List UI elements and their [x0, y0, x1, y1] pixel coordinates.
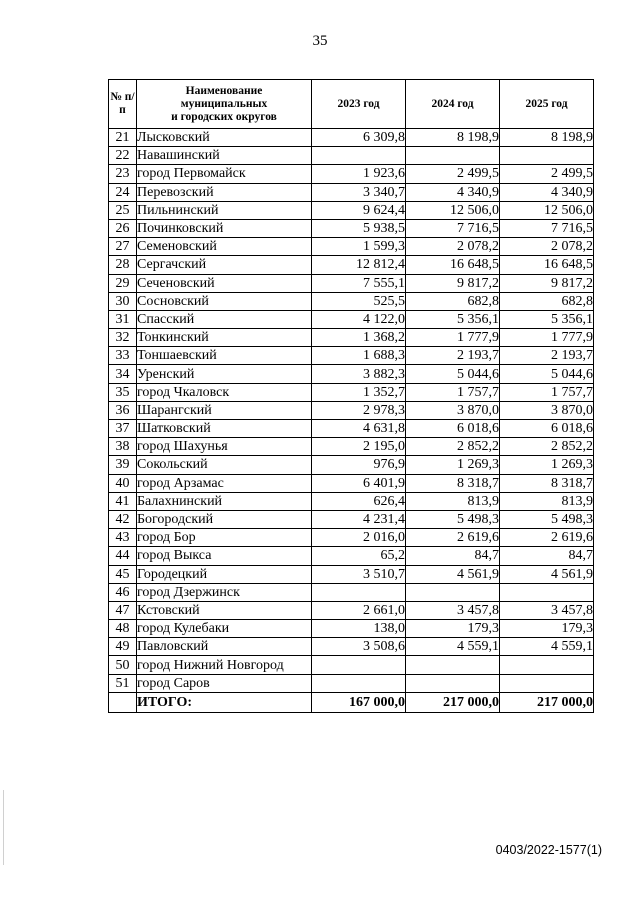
row-num: 36: [109, 401, 137, 419]
row-2024: 682,8: [406, 292, 500, 310]
document-code: 0403/2022-1577(1): [495, 843, 602, 857]
row-2024: 1 757,7: [406, 383, 500, 401]
row-2023: 65,2: [312, 547, 406, 565]
row-2025: 16 648,5: [500, 256, 594, 274]
row-num: 31: [109, 310, 137, 328]
row-2024: [406, 674, 500, 692]
table-row: [109, 238, 594, 256]
row-2025: 5 356,1: [500, 310, 594, 328]
row-2024: 5 498,3: [406, 510, 500, 528]
allocation-table: [108, 79, 594, 713]
row-2024: 3 870,0: [406, 401, 500, 419]
row-2024: 7 716,5: [406, 219, 500, 237]
row-2025: 2 193,7: [500, 347, 594, 365]
row-num: 39: [109, 456, 137, 474]
row-2025: 12 506,0: [500, 201, 594, 219]
row-num: 23: [109, 165, 137, 183]
row-2023: 6 401,9: [312, 474, 406, 492]
row-2023: 138,0: [312, 620, 406, 638]
row-2023: 3 508,6: [312, 638, 406, 656]
row-num: 22: [109, 147, 137, 165]
row-2025: 682,8: [500, 292, 594, 310]
row-2025: 4 559,1: [500, 638, 594, 656]
row-num: 38: [109, 438, 137, 456]
row-2023: 626,4: [312, 492, 406, 510]
row-2023: [312, 674, 406, 692]
row-num: 32: [109, 329, 137, 347]
row-2025: 2 852,2: [500, 438, 594, 456]
table-row: [109, 129, 594, 147]
row-2024: 16 648,5: [406, 256, 500, 274]
row-2025: 2 619,6: [500, 529, 594, 547]
table-row: [109, 383, 594, 401]
row-num: 48: [109, 620, 137, 638]
row-name: город Бор: [137, 529, 312, 547]
row-2024: 179,3: [406, 620, 500, 638]
row-2025: 3 457,8: [500, 601, 594, 619]
row-2024: 8 318,7: [406, 474, 500, 492]
header-name-line3: и городских округов: [171, 110, 277, 123]
row-2025: 8 198,9: [500, 129, 594, 147]
row-name: Сосновский: [137, 292, 312, 310]
row-2023: 5 938,5: [312, 219, 406, 237]
row-2023: 4 122,0: [312, 310, 406, 328]
table-row: [109, 347, 594, 365]
row-2025: 4 340,9: [500, 183, 594, 201]
row-num: 35: [109, 383, 137, 401]
row-name: Пильнинский: [137, 201, 312, 219]
row-2024: 9 817,2: [406, 274, 500, 292]
row-name: Городецкий: [137, 565, 312, 583]
header-2024: 2024 год: [406, 80, 500, 129]
table-row: [109, 565, 594, 583]
row-2024: 2 499,5: [406, 165, 500, 183]
table-row: [109, 601, 594, 619]
table-row: [109, 638, 594, 656]
row-2024: 2 193,7: [406, 347, 500, 365]
row-num: 44: [109, 547, 137, 565]
row-2023: 525,5: [312, 292, 406, 310]
row-2025: 9 817,2: [500, 274, 594, 292]
row-2024: 813,9: [406, 492, 500, 510]
row-name: город Чкаловск: [137, 383, 312, 401]
row-name: Шатковский: [137, 420, 312, 438]
row-name: Богородский: [137, 510, 312, 528]
row-name: Починковский: [137, 219, 312, 237]
row-2025: 2 499,5: [500, 165, 594, 183]
row-name: Лысковский: [137, 129, 312, 147]
row-name: Сокольский: [137, 456, 312, 474]
row-2023: 4 631,8: [312, 420, 406, 438]
table-row: [109, 510, 594, 528]
table-header-row: [109, 80, 594, 129]
row-name: город Выкса: [137, 547, 312, 565]
row-num: 46: [109, 583, 137, 601]
row-2024: 6 018,6: [406, 420, 500, 438]
header-2025: 2025 год: [500, 80, 594, 129]
table-row: [109, 420, 594, 438]
row-num: 29: [109, 274, 137, 292]
row-2025: 4 561,9: [500, 565, 594, 583]
page-number: 35: [312, 33, 328, 49]
table-row: [109, 456, 594, 474]
row-2024: 1 269,3: [406, 456, 500, 474]
row-name: город Дзержинск: [137, 583, 312, 601]
row-2025: 7 716,5: [500, 219, 594, 237]
row-name: Балахнинский: [137, 492, 312, 510]
row-num: 28: [109, 256, 137, 274]
row-2024: 8 198,9: [406, 129, 500, 147]
table-row: [109, 256, 594, 274]
row-num: 42: [109, 510, 137, 528]
row-num: 27: [109, 238, 137, 256]
table-row: [109, 165, 594, 183]
row-2025: [500, 674, 594, 692]
row-name: город Арзамас: [137, 474, 312, 492]
row-2024: 1 777,9: [406, 329, 500, 347]
row-2024: 2 852,2: [406, 438, 500, 456]
row-num: 21: [109, 129, 137, 147]
table-row: [109, 620, 594, 638]
header-num: № п/п: [109, 80, 137, 129]
row-name: Шарангский: [137, 401, 312, 419]
row-2023: 2 661,0: [312, 601, 406, 619]
row-name: город Кулебаки: [137, 620, 312, 638]
row-2024: 12 506,0: [406, 201, 500, 219]
header-name: [137, 80, 312, 129]
row-2024: [406, 656, 500, 674]
total-2024: 217 000,0: [406, 692, 500, 712]
row-2023: 3 510,7: [312, 565, 406, 583]
row-2023: 1 368,2: [312, 329, 406, 347]
row-num: 33: [109, 347, 137, 365]
row-num: 25: [109, 201, 137, 219]
total-row: [109, 692, 594, 712]
row-2023: 1 923,6: [312, 165, 406, 183]
row-name: Кстовский: [137, 601, 312, 619]
table-row: [109, 547, 594, 565]
row-2024: [406, 583, 500, 601]
row-2025: 1 777,9: [500, 329, 594, 347]
row-name: Навашинский: [137, 147, 312, 165]
row-2025: [500, 147, 594, 165]
row-name: Спасский: [137, 310, 312, 328]
row-2025: 6 018,6: [500, 420, 594, 438]
row-2024: 2 619,6: [406, 529, 500, 547]
row-2025: [500, 583, 594, 601]
row-name: Перевозский: [137, 183, 312, 201]
row-2025: 1 269,3: [500, 456, 594, 474]
table-row: [109, 183, 594, 201]
row-2025: 84,7: [500, 547, 594, 565]
row-2023: [312, 656, 406, 674]
table-row: [109, 201, 594, 219]
row-num: 49: [109, 638, 137, 656]
scan-margin-line: [3, 790, 4, 865]
row-name: город Шахунья: [137, 438, 312, 456]
header-name-line2: муниципальных: [180, 97, 268, 110]
row-name: Уренский: [137, 365, 312, 383]
row-2023: 1 688,3: [312, 347, 406, 365]
row-name: Тонкинский: [137, 329, 312, 347]
total-num: [109, 692, 137, 712]
row-2023: 3 882,3: [312, 365, 406, 383]
table-row: [109, 529, 594, 547]
row-name: Сеченовский: [137, 274, 312, 292]
row-2023: 2 016,0: [312, 529, 406, 547]
row-2023: 2 978,3: [312, 401, 406, 419]
row-2025: 813,9: [500, 492, 594, 510]
row-num: 34: [109, 365, 137, 383]
row-name: город Саров: [137, 674, 312, 692]
row-2024: 2 078,2: [406, 238, 500, 256]
table-row: [109, 365, 594, 383]
row-2023: [312, 147, 406, 165]
table-row: [109, 292, 594, 310]
row-2024: 4 340,9: [406, 183, 500, 201]
row-num: 30: [109, 292, 137, 310]
row-2023: 1 352,7: [312, 383, 406, 401]
table-row: [109, 310, 594, 328]
row-2024: 5 044,6: [406, 365, 500, 383]
row-2025: 3 870,0: [500, 401, 594, 419]
row-num: 45: [109, 565, 137, 583]
row-2023: 6 309,8: [312, 129, 406, 147]
row-name: Тоншаевский: [137, 347, 312, 365]
row-num: 37: [109, 420, 137, 438]
row-2025: [500, 656, 594, 674]
row-2025: 5 498,3: [500, 510, 594, 528]
total-2023: 167 000,0: [312, 692, 406, 712]
row-name: Сергачский: [137, 256, 312, 274]
row-2023: 4 231,4: [312, 510, 406, 528]
row-2023: 3 340,7: [312, 183, 406, 201]
table-row: [109, 583, 594, 601]
row-num: 47: [109, 601, 137, 619]
row-2025: 5 044,6: [500, 365, 594, 383]
row-2025: 2 078,2: [500, 238, 594, 256]
row-2024: 3 457,8: [406, 601, 500, 619]
row-2023: 9 624,4: [312, 201, 406, 219]
row-2023: 976,9: [312, 456, 406, 474]
table-row: [109, 274, 594, 292]
row-num: 24: [109, 183, 137, 201]
row-2024: 5 356,1: [406, 310, 500, 328]
row-num: 41: [109, 492, 137, 510]
row-2023: 12 812,4: [312, 256, 406, 274]
row-2023: 2 195,0: [312, 438, 406, 456]
row-num: 51: [109, 674, 137, 692]
row-num: 50: [109, 656, 137, 674]
row-2023: 7 555,1: [312, 274, 406, 292]
row-2024: [406, 147, 500, 165]
table-row: [109, 474, 594, 492]
table-row: [109, 147, 594, 165]
row-name: город Нижний Новгород: [137, 656, 312, 674]
row-2025: 179,3: [500, 620, 594, 638]
header-2023: 2023 год: [312, 80, 406, 129]
table-row: [109, 656, 594, 674]
row-2023: 1 599,3: [312, 238, 406, 256]
row-2023: [312, 583, 406, 601]
row-2025: 1 757,7: [500, 383, 594, 401]
row-2024: 4 559,1: [406, 638, 500, 656]
row-num: 43: [109, 529, 137, 547]
row-num: 26: [109, 219, 137, 237]
table-row: [109, 674, 594, 692]
row-name: город Первомайск: [137, 165, 312, 183]
table-row: [109, 438, 594, 456]
row-2024: 84,7: [406, 547, 500, 565]
total-2025: 217 000,0: [500, 692, 594, 712]
table-row: [109, 401, 594, 419]
table-row: [109, 329, 594, 347]
total-label: ИТОГО:: [137, 692, 312, 712]
table-body: [109, 129, 594, 693]
row-name: Павловский: [137, 638, 312, 656]
table-row: [109, 492, 594, 510]
row-2025: 8 318,7: [500, 474, 594, 492]
table-row: [109, 219, 594, 237]
row-2024: 4 561,9: [406, 565, 500, 583]
row-name: Семеновский: [137, 238, 312, 256]
row-num: 40: [109, 474, 137, 492]
header-name-line1: Наименование: [185, 84, 263, 97]
